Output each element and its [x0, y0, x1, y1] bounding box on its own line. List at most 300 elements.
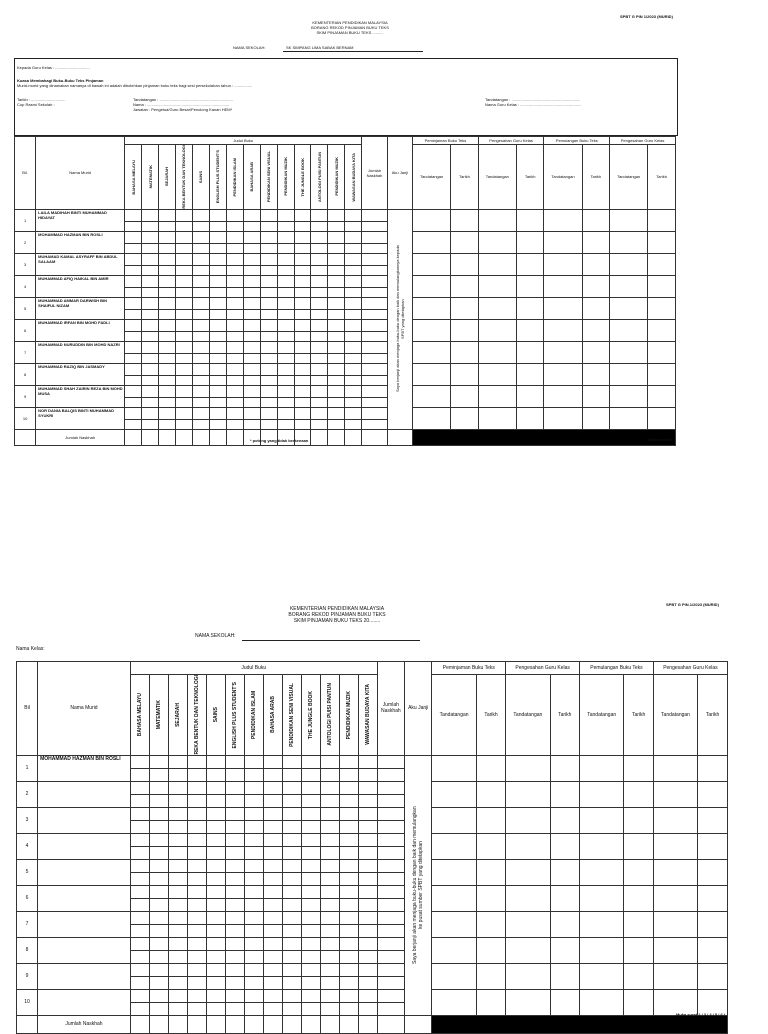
book-cell[interactable] [130, 807, 149, 820]
book-cell[interactable] [225, 963, 244, 976]
signature-cell[interactable] [413, 297, 451, 319]
book-cell[interactable] [244, 937, 263, 950]
signature-cell[interactable] [610, 319, 648, 341]
signature-cell[interactable] [451, 407, 479, 429]
book-cell[interactable] [226, 253, 243, 265]
jumlah-cell[interactable] [377, 924, 404, 937]
book-cell[interactable] [168, 937, 187, 950]
signature-cell[interactable] [476, 911, 506, 937]
signature-cell[interactable] [432, 859, 476, 885]
book-cell[interactable] [225, 859, 244, 872]
total-cell[interactable] [244, 1015, 263, 1033]
signature-cell[interactable] [432, 781, 476, 807]
book-cell[interactable] [339, 807, 358, 820]
book-cell[interactable] [226, 397, 243, 407]
book-cell[interactable] [149, 950, 168, 963]
book-cell[interactable] [226, 297, 243, 309]
book-cell[interactable] [320, 950, 339, 963]
book-cell[interactable] [294, 221, 311, 231]
total-cell[interactable] [130, 1015, 149, 1033]
book-cell[interactable] [328, 319, 345, 331]
book-cell[interactable] [192, 221, 209, 231]
book-cell[interactable] [149, 963, 168, 976]
book-cell[interactable] [260, 221, 277, 231]
book-cell[interactable] [301, 1002, 320, 1015]
signature-cell[interactable] [413, 275, 451, 297]
book-cell[interactable] [192, 353, 209, 363]
signature-cell[interactable] [516, 231, 544, 253]
signature-cell[interactable] [451, 385, 479, 407]
book-cell[interactable] [294, 419, 311, 429]
book-cell[interactable] [345, 341, 362, 353]
jumlah-cell[interactable] [377, 1002, 404, 1015]
signature-cell[interactable] [432, 885, 476, 911]
book-cell[interactable] [142, 419, 159, 429]
book-cell[interactable] [311, 353, 328, 363]
signature-cell[interactable] [544, 209, 582, 231]
total-cell[interactable] [345, 429, 362, 445]
book-cell[interactable] [175, 253, 192, 265]
book-cell[interactable] [149, 768, 168, 781]
book-cell[interactable] [187, 781, 206, 794]
signature-cell[interactable] [648, 209, 676, 231]
signature-cell[interactable] [432, 807, 476, 833]
book-cell[interactable] [175, 265, 192, 275]
book-cell[interactable] [328, 397, 345, 407]
book-cell[interactable] [168, 950, 187, 963]
book-cell[interactable] [209, 231, 226, 243]
signature-cell[interactable] [624, 755, 654, 781]
signature-cell[interactable] [432, 911, 476, 937]
book-cell[interactable] [226, 265, 243, 275]
total-cell[interactable] [311, 429, 328, 445]
book-cell[interactable] [192, 341, 209, 353]
book-cell[interactable] [243, 243, 260, 253]
book-cell[interactable] [339, 859, 358, 872]
book-cell[interactable] [125, 363, 142, 375]
book-cell[interactable] [260, 331, 277, 341]
book-cell[interactable] [311, 363, 328, 375]
book-cell[interactable] [339, 911, 358, 924]
signature-cell[interactable] [582, 341, 610, 363]
book-cell[interactable] [320, 898, 339, 911]
book-cell[interactable] [209, 397, 226, 407]
signature-cell[interactable] [648, 297, 676, 319]
book-cell[interactable] [149, 1002, 168, 1015]
jumlah-cell[interactable] [377, 859, 404, 872]
jumlah-cell[interactable] [362, 297, 387, 309]
book-cell[interactable] [209, 407, 226, 419]
book-cell[interactable] [294, 397, 311, 407]
book-cell[interactable] [159, 309, 176, 319]
book-cell[interactable] [282, 768, 301, 781]
book-cell[interactable] [282, 976, 301, 989]
book-cell[interactable] [187, 820, 206, 833]
book-cell[interactable] [130, 976, 149, 989]
book-cell[interactable] [187, 976, 206, 989]
book-cell[interactable] [168, 911, 187, 924]
book-cell[interactable] [168, 885, 187, 898]
signature-cell[interactable] [432, 833, 476, 859]
signature-cell[interactable] [451, 253, 479, 275]
jumlah-cell[interactable] [362, 253, 387, 265]
book-cell[interactable] [159, 253, 176, 265]
book-cell[interactable] [294, 341, 311, 353]
book-cell[interactable] [328, 231, 345, 243]
signature-cell[interactable] [610, 341, 648, 363]
book-cell[interactable] [226, 275, 243, 287]
book-cell[interactable] [260, 363, 277, 375]
book-cell[interactable] [358, 963, 377, 976]
book-cell[interactable] [260, 407, 277, 419]
book-cell[interactable] [192, 363, 209, 375]
book-cell[interactable] [282, 781, 301, 794]
jumlah-cell[interactable] [362, 331, 387, 341]
book-cell[interactable] [149, 911, 168, 924]
total-cell[interactable] [282, 1015, 301, 1033]
signature-cell[interactable] [698, 755, 728, 781]
book-cell[interactable] [243, 341, 260, 353]
book-cell[interactable] [226, 353, 243, 363]
book-cell[interactable] [206, 781, 225, 794]
book-cell[interactable] [328, 265, 345, 275]
signature-cell[interactable] [610, 209, 648, 231]
total-cell[interactable] [358, 1015, 377, 1033]
book-cell[interactable] [243, 221, 260, 231]
book-cell[interactable] [125, 319, 142, 331]
book-cell[interactable] [206, 976, 225, 989]
book-cell[interactable] [209, 309, 226, 319]
book-cell[interactable] [311, 407, 328, 419]
book-cell[interactable] [125, 243, 142, 253]
book-cell[interactable] [328, 341, 345, 353]
book-cell[interactable] [358, 950, 377, 963]
book-cell[interactable] [294, 385, 311, 397]
book-cell[interactable] [282, 911, 301, 924]
book-cell[interactable] [130, 846, 149, 859]
book-cell[interactable] [175, 341, 192, 353]
signature-cell[interactable] [451, 209, 479, 231]
signature-cell[interactable] [550, 807, 580, 833]
signature-cell[interactable] [550, 859, 580, 885]
book-cell[interactable] [277, 319, 294, 331]
book-cell[interactable] [320, 1002, 339, 1015]
book-cell[interactable] [260, 297, 277, 309]
book-cell[interactable] [244, 989, 263, 1002]
signature-cell[interactable] [648, 363, 676, 385]
book-cell[interactable] [226, 385, 243, 397]
book-cell[interactable] [187, 924, 206, 937]
book-cell[interactable] [358, 781, 377, 794]
book-cell[interactable] [130, 989, 149, 1002]
jumlah-cell[interactable] [362, 231, 387, 243]
book-cell[interactable] [159, 243, 176, 253]
signature-cell[interactable] [624, 989, 654, 1015]
book-cell[interactable] [130, 898, 149, 911]
jumlah-cell[interactable] [362, 419, 387, 429]
signature-cell[interactable] [476, 937, 506, 963]
book-cell[interactable] [294, 353, 311, 363]
book-cell[interactable] [175, 231, 192, 243]
book-cell[interactable] [294, 209, 311, 221]
signature-cell[interactable] [582, 253, 610, 275]
signature-cell[interactable] [544, 363, 582, 385]
book-cell[interactable] [225, 794, 244, 807]
book-cell[interactable] [277, 363, 294, 375]
book-cell[interactable] [263, 989, 282, 1002]
book-cell[interactable] [225, 898, 244, 911]
book-cell[interactable] [311, 385, 328, 397]
jumlah-cell[interactable] [362, 265, 387, 275]
book-cell[interactable] [206, 911, 225, 924]
book-cell[interactable] [125, 253, 142, 265]
signature-cell[interactable] [413, 407, 451, 429]
book-cell[interactable] [142, 221, 159, 231]
book-cell[interactable] [226, 319, 243, 331]
book-cell[interactable] [339, 885, 358, 898]
book-cell[interactable] [328, 375, 345, 385]
book-cell[interactable] [187, 898, 206, 911]
signature-cell[interactable] [550, 989, 580, 1015]
book-cell[interactable] [320, 859, 339, 872]
book-cell[interactable] [226, 243, 243, 253]
signature-cell[interactable] [413, 209, 451, 231]
book-cell[interactable] [187, 794, 206, 807]
book-cell[interactable] [159, 231, 176, 243]
book-cell[interactable] [277, 265, 294, 275]
book-cell[interactable] [260, 287, 277, 297]
book-cell[interactable] [320, 989, 339, 1002]
signature-cell[interactable] [432, 937, 476, 963]
book-cell[interactable] [277, 331, 294, 341]
book-cell[interactable] [130, 872, 149, 885]
signature-cell[interactable] [624, 859, 654, 885]
signature-cell[interactable] [580, 911, 624, 937]
book-cell[interactable] [225, 781, 244, 794]
book-cell[interactable] [142, 265, 159, 275]
book-cell[interactable] [159, 319, 176, 331]
signature-cell[interactable] [544, 341, 582, 363]
book-cell[interactable] [187, 989, 206, 1002]
book-cell[interactable] [339, 1002, 358, 1015]
signature-cell[interactable] [550, 937, 580, 963]
book-cell[interactable] [206, 989, 225, 1002]
book-cell[interactable] [294, 375, 311, 385]
book-cell[interactable] [358, 872, 377, 885]
book-cell[interactable] [225, 768, 244, 781]
signature-cell[interactable] [516, 319, 544, 341]
signature-cell[interactable] [432, 989, 476, 1015]
book-cell[interactable] [328, 331, 345, 341]
book-cell[interactable] [175, 221, 192, 231]
book-cell[interactable] [159, 363, 176, 375]
signature-cell[interactable] [413, 341, 451, 363]
book-cell[interactable] [226, 375, 243, 385]
book-cell[interactable] [263, 885, 282, 898]
book-cell[interactable] [358, 833, 377, 846]
book-cell[interactable] [175, 309, 192, 319]
book-cell[interactable] [243, 265, 260, 275]
book-cell[interactable] [130, 1002, 149, 1015]
book-cell[interactable] [294, 319, 311, 331]
book-cell[interactable] [206, 820, 225, 833]
book-cell[interactable] [149, 872, 168, 885]
jumlah-cell[interactable] [362, 385, 387, 397]
book-cell[interactable] [320, 924, 339, 937]
book-cell[interactable] [244, 755, 263, 768]
book-cell[interactable] [187, 755, 206, 768]
book-cell[interactable] [243, 331, 260, 341]
book-cell[interactable] [209, 221, 226, 231]
jumlah-cell[interactable] [362, 275, 387, 287]
jumlah-cell[interactable] [377, 781, 404, 794]
book-cell[interactable] [187, 768, 206, 781]
book-cell[interactable] [263, 963, 282, 976]
signature-cell[interactable] [610, 297, 648, 319]
signature-cell[interactable] [698, 885, 728, 911]
book-cell[interactable] [225, 885, 244, 898]
book-cell[interactable] [282, 820, 301, 833]
book-cell[interactable] [226, 341, 243, 353]
book-cell[interactable] [175, 353, 192, 363]
book-cell[interactable] [149, 846, 168, 859]
signature-cell[interactable] [451, 363, 479, 385]
total-cell[interactable] [328, 429, 345, 445]
book-cell[interactable] [209, 375, 226, 385]
book-cell[interactable] [168, 846, 187, 859]
book-cell[interactable] [260, 419, 277, 429]
book-cell[interactable] [225, 924, 244, 937]
signature-cell[interactable] [582, 231, 610, 253]
signature-cell[interactable] [478, 385, 516, 407]
book-cell[interactable] [243, 363, 260, 375]
signature-cell[interactable] [506, 833, 550, 859]
signature-cell[interactable] [506, 807, 550, 833]
book-cell[interactable] [192, 419, 209, 429]
book-cell[interactable] [263, 833, 282, 846]
book-cell[interactable] [206, 898, 225, 911]
book-cell[interactable] [142, 319, 159, 331]
book-cell[interactable] [226, 363, 243, 375]
book-cell[interactable] [244, 872, 263, 885]
book-cell[interactable] [159, 221, 176, 231]
signature-cell[interactable] [580, 885, 624, 911]
signature-cell[interactable] [478, 407, 516, 429]
jumlah-cell[interactable] [362, 397, 387, 407]
jumlah-cell[interactable] [362, 209, 387, 221]
book-cell[interactable] [206, 963, 225, 976]
signature-cell[interactable] [648, 407, 676, 429]
book-cell[interactable] [339, 755, 358, 768]
jumlah-cell[interactable] [377, 820, 404, 833]
book-cell[interactable] [244, 963, 263, 976]
book-cell[interactable] [187, 846, 206, 859]
book-cell[interactable] [159, 209, 176, 221]
book-cell[interactable] [277, 209, 294, 221]
book-cell[interactable] [168, 794, 187, 807]
book-cell[interactable] [277, 221, 294, 231]
book-cell[interactable] [345, 231, 362, 243]
book-cell[interactable] [168, 755, 187, 768]
total-cell[interactable] [149, 1015, 168, 1033]
book-cell[interactable] [294, 363, 311, 375]
book-cell[interactable] [130, 794, 149, 807]
book-cell[interactable] [226, 331, 243, 341]
signature-cell[interactable] [582, 275, 610, 297]
book-cell[interactable] [345, 297, 362, 309]
book-cell[interactable] [320, 755, 339, 768]
book-cell[interactable] [345, 209, 362, 221]
book-cell[interactable] [277, 297, 294, 309]
book-cell[interactable] [192, 385, 209, 397]
book-cell[interactable] [175, 375, 192, 385]
signature-cell[interactable] [550, 911, 580, 937]
book-cell[interactable] [294, 287, 311, 297]
jumlah-cell[interactable] [362, 287, 387, 297]
book-cell[interactable] [149, 859, 168, 872]
signature-cell[interactable] [478, 275, 516, 297]
signature-cell[interactable] [516, 275, 544, 297]
book-cell[interactable] [244, 885, 263, 898]
book-cell[interactable] [149, 885, 168, 898]
book-cell[interactable] [277, 231, 294, 243]
book-cell[interactable] [243, 309, 260, 319]
signature-cell[interactable] [698, 859, 728, 885]
jumlah-cell[interactable] [362, 375, 387, 385]
signature-cell[interactable] [582, 319, 610, 341]
signature-cell[interactable] [506, 989, 550, 1015]
signature-cell[interactable] [478, 319, 516, 341]
book-cell[interactable] [328, 353, 345, 363]
book-cell[interactable] [206, 794, 225, 807]
signature-cell[interactable] [698, 781, 728, 807]
signature-cell[interactable] [610, 253, 648, 275]
book-cell[interactable] [225, 937, 244, 950]
book-cell[interactable] [130, 924, 149, 937]
book-cell[interactable] [339, 846, 358, 859]
book-cell[interactable] [125, 375, 142, 385]
jumlah-cell[interactable] [362, 363, 387, 375]
book-cell[interactable] [328, 243, 345, 253]
signature-cell[interactable] [432, 755, 476, 781]
book-cell[interactable] [168, 1002, 187, 1015]
book-cell[interactable] [320, 820, 339, 833]
jumlah-cell[interactable] [377, 898, 404, 911]
signature-cell[interactable] [653, 807, 697, 833]
signature-cell[interactable] [506, 885, 550, 911]
book-cell[interactable] [149, 989, 168, 1002]
book-cell[interactable] [244, 807, 263, 820]
book-cell[interactable] [243, 287, 260, 297]
signature-cell[interactable] [624, 963, 654, 989]
signature-cell[interactable] [698, 963, 728, 989]
book-cell[interactable] [192, 275, 209, 287]
signature-cell[interactable] [648, 319, 676, 341]
book-cell[interactable] [168, 781, 187, 794]
book-cell[interactable] [339, 898, 358, 911]
signature-cell[interactable] [516, 253, 544, 275]
signature-cell[interactable] [610, 363, 648, 385]
book-cell[interactable] [263, 872, 282, 885]
book-cell[interactable] [263, 911, 282, 924]
book-cell[interactable] [301, 911, 320, 924]
book-cell[interactable] [159, 341, 176, 353]
signature-cell[interactable] [580, 989, 624, 1015]
book-cell[interactable] [125, 309, 142, 319]
book-cell[interactable] [130, 859, 149, 872]
book-cell[interactable] [130, 820, 149, 833]
book-cell[interactable] [187, 833, 206, 846]
